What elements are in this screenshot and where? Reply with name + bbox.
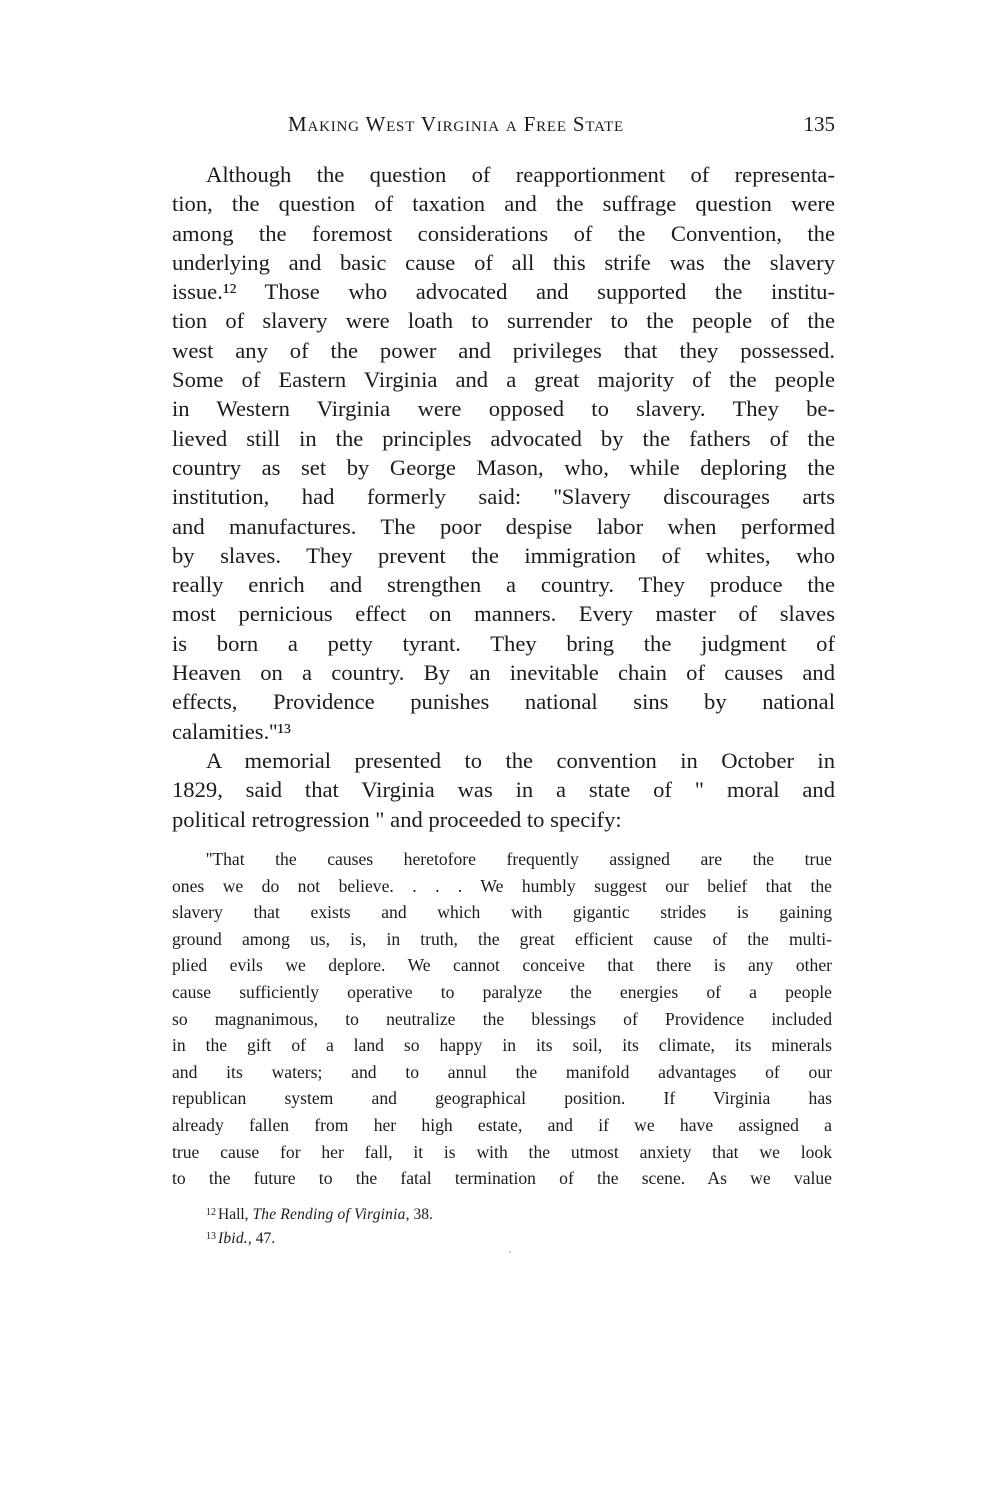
body-line: tion of slavery were loath to surrender to the people of the (172, 308, 835, 334)
quote-line: so magnanimous, to neutralize the blessings of Providence included (172, 1008, 832, 1029)
footnotes (206, 1202, 433, 1250)
body-line: A memorial presented to the convention in October in (206, 747, 835, 773)
footnote-title: Ibid., (218, 1230, 252, 1247)
footnote-page: 38. (409, 1206, 433, 1223)
body-line: Some of Eastern Virginia and a great majority of the people (172, 367, 835, 393)
quote-line: ground among us, is, in truth, the great efficient cause of the multi- (172, 928, 832, 949)
footnote (206, 1226, 433, 1250)
body-line: really enrich and strengthen a country. They produce the (172, 572, 835, 598)
quote-line: in the gift of a land so happy in its soil, its climate, its minerals (172, 1035, 832, 1056)
quote-line: and its waters; and to annul the manifold advantages of our (172, 1061, 832, 1082)
quote-line: cause sufficiently operative to paralyze the energies of a people (172, 981, 832, 1002)
body-line: tion, the question of taxation and the suffrage question were (172, 191, 835, 217)
body-line: is born a petty tyrant. They bring the judgment of (172, 630, 835, 656)
body-line: underlying and basic cause of all this strife was the slavery (172, 249, 835, 275)
body-line: 1829, said that Virginia was in a state of " moral and (172, 777, 835, 803)
quote-line: true cause for her fall, it is with the utmost anxiety that we look (172, 1141, 832, 1162)
body-line: country as set by George Mason, who, while deploring the (172, 454, 835, 480)
page-number: 135 (803, 112, 835, 136)
body-line: political retrogression " and proceeded to specify: (172, 806, 622, 832)
body-line: Although the question of reapportionment of representa- (206, 162, 835, 187)
footnote-text: Hall, (218, 1206, 253, 1223)
quote-line: to the future to the fatal termination of the scene. As we value (172, 1168, 832, 1189)
body-line: Heaven on a country. By an inevitable chain of causes and (172, 660, 835, 686)
body-line: effects, Providence punishes national sins by national (172, 689, 835, 715)
body-line: most pernicious effect on manners. Every master of slaves (172, 601, 835, 627)
body-line: west any of the power and privileges that they possessed. (172, 337, 835, 363)
quote-line: already fallen from her high estate, and if we have assigned a (172, 1114, 832, 1135)
body-line: institution, had formerly said: ''Slavery discourages arts (172, 484, 835, 510)
running-title: Making West Virginia a Free State (288, 112, 625, 136)
scan-speck (509, 1251, 511, 1253)
running-head (170, 112, 835, 142)
quote-line: ''That the causes heretofore frequently assigned are the true (206, 849, 832, 869)
body-line: in Western Virginia were opposed to slavery. They be- (172, 396, 835, 422)
body-line: calamities.''¹³ (172, 718, 291, 744)
footnote-marker: 13 (206, 1231, 216, 1242)
block-quote (172, 846, 832, 1192)
quote-line: republican system and geographical position. If Virginia has (172, 1088, 832, 1109)
body-line: issue.¹² Those who advocated and supported the institu- (172, 279, 835, 305)
body-line: by slaves. They prevent the immigration of whites, who (172, 542, 835, 568)
body-text (172, 160, 835, 834)
footnote-title: The Rending of Virginia, (252, 1206, 410, 1223)
body-line: among the foremost considerations of the Convention, the (172, 220, 835, 246)
quote-line: ones we do not believe. . . . We humbly suggest our belief that the (172, 875, 832, 896)
quote-line: slavery that exists and which with gigantic strides is gaining (172, 902, 832, 923)
footnote-marker: 12 (206, 1207, 216, 1218)
footnote (206, 1202, 433, 1226)
body-line: lieved still in the principles advocated by the fathers of the (172, 425, 835, 451)
body-line: and manufactures. The poor despise labor when performed (172, 513, 835, 539)
quote-line: plied evils we deplore. We cannot conceive that there is any other (172, 955, 832, 976)
footnote-page: 47. (251, 1230, 276, 1247)
